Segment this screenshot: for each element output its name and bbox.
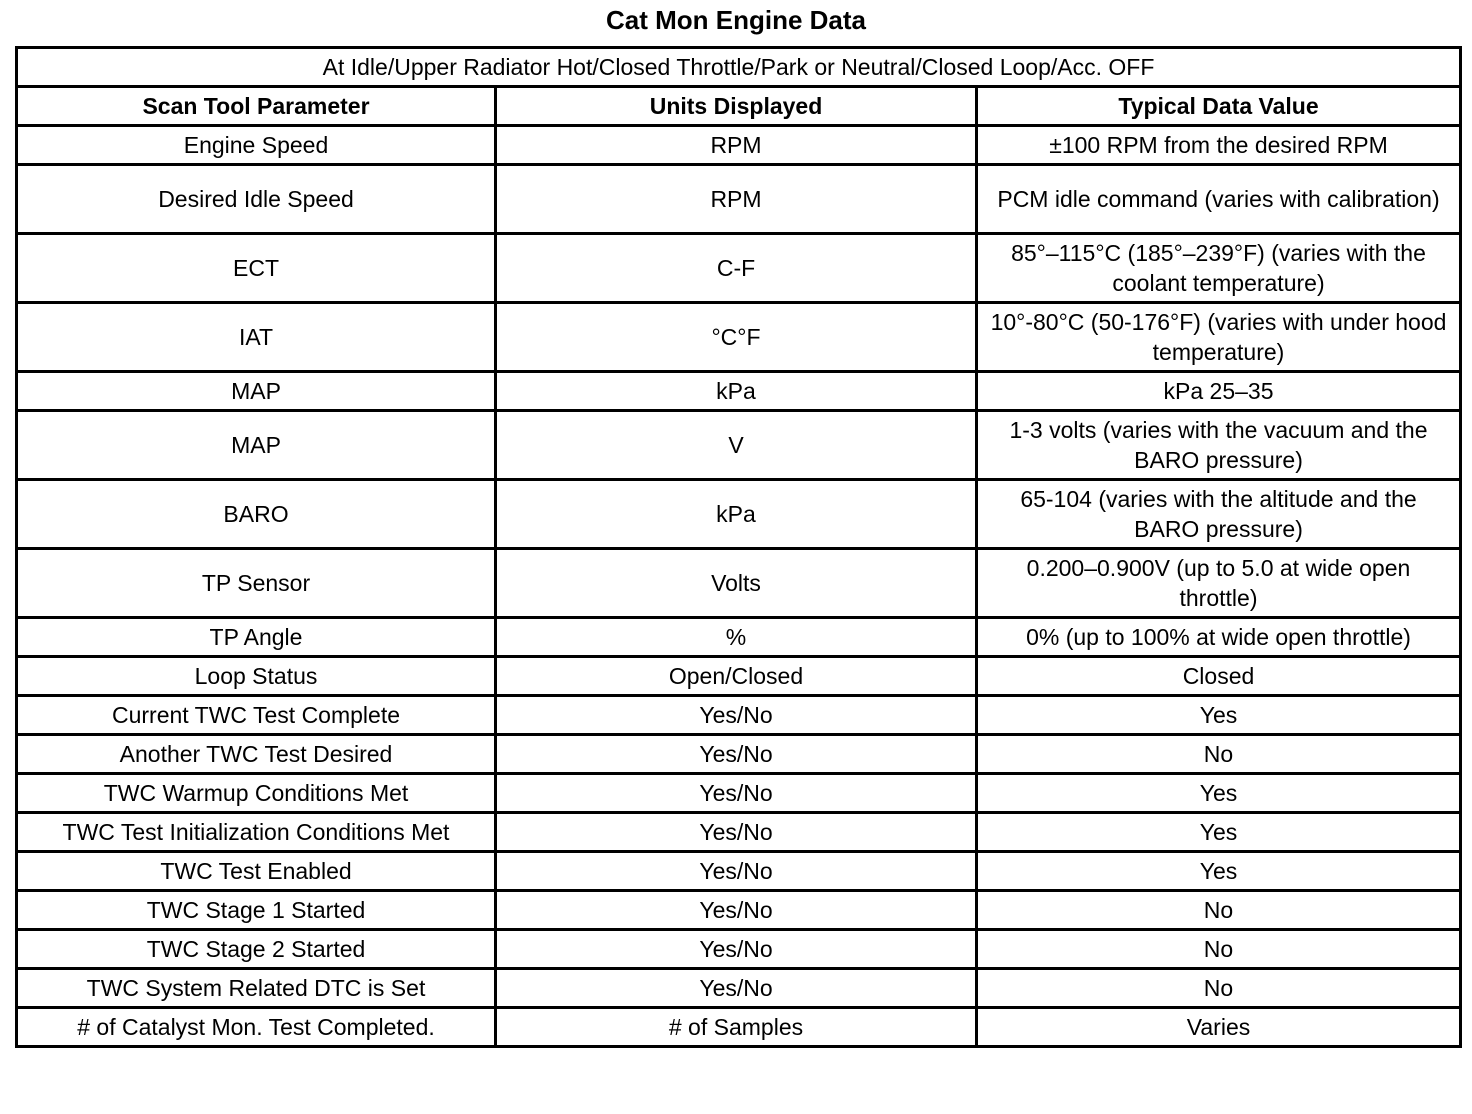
parameter-cell: BARO: [17, 480, 496, 549]
typical-cell: 1-3 volts (varies with the vacuum and the BARO pressure): [977, 411, 1461, 480]
units-cell: °C°F: [496, 303, 977, 372]
typical-cell: 0.200–0.900V (up to 5.0 at wide open throttle): [977, 549, 1461, 618]
parameter-cell: TWC Stage 1 Started: [17, 891, 496, 930]
units-cell: Yes/No: [496, 735, 977, 774]
units-cell: Yes/No: [496, 813, 977, 852]
typical-cell: Yes: [977, 813, 1461, 852]
engine-data-table: [15, 46, 1462, 1048]
typical-cell: Yes: [977, 852, 1461, 891]
units-cell: Yes/No: [496, 852, 977, 891]
units-cell: Yes/No: [496, 774, 977, 813]
parameter-cell: TWC Stage 2 Started: [17, 930, 496, 969]
table-row: [17, 657, 1461, 696]
typical-cell: 0% (up to 100% at wide open throttle): [977, 618, 1461, 657]
table-row: [17, 696, 1461, 735]
typical-cell: 10°-80°C (50-176°F) (varies with under hood temperature): [977, 303, 1461, 372]
typical-cell: kPa 25–35: [977, 372, 1461, 411]
units-cell: RPM: [496, 126, 977, 165]
parameter-cell: Current TWC Test Complete: [17, 696, 496, 735]
units-cell: Yes/No: [496, 969, 977, 1008]
typical-cell: No: [977, 735, 1461, 774]
table-row: [17, 813, 1461, 852]
table-row: [17, 930, 1461, 969]
typical-cell: Yes: [977, 774, 1461, 813]
header-units: Units Displayed: [496, 87, 977, 126]
typical-cell: 65-104 (varies with the altitude and the BARO pressure): [977, 480, 1461, 549]
parameter-cell: IAT: [17, 303, 496, 372]
parameter-cell: # of Catalyst Mon. Test Completed.: [17, 1008, 496, 1047]
conditions-cell: At Idle/Upper Radiator Hot/Closed Throttle/Park or Neutral/Closed Loop/Acc. OFF: [17, 48, 1461, 87]
table-row: [17, 969, 1461, 1008]
units-cell: Open/Closed: [496, 657, 977, 696]
table-row: [17, 852, 1461, 891]
parameter-cell: Engine Speed: [17, 126, 496, 165]
typical-cell: 85°–115°C (185°–239°F) (varies with the coolant temperature): [977, 234, 1461, 303]
typical-cell: Yes: [977, 696, 1461, 735]
table-row: [17, 234, 1461, 303]
parameter-cell: MAP: [17, 372, 496, 411]
parameter-cell: TWC Test Enabled: [17, 852, 496, 891]
table-row: [17, 303, 1461, 372]
table-row: [17, 411, 1461, 480]
page-title: Cat Mon Engine Data: [605, 5, 866, 35]
table-row: [17, 1008, 1461, 1047]
header-parameter: Scan Tool Parameter: [17, 87, 496, 126]
typical-cell: No: [977, 969, 1461, 1008]
units-cell: kPa: [496, 372, 977, 411]
table-row: [17, 165, 1461, 234]
table-row: [17, 618, 1461, 657]
typical-cell: No: [977, 891, 1461, 930]
units-cell: Yes/No: [496, 891, 977, 930]
parameter-cell: TP Angle: [17, 618, 496, 657]
header-row: [17, 87, 1461, 126]
header-typical: Typical Data Value: [977, 87, 1461, 126]
table-row: [17, 480, 1461, 549]
units-cell: C-F: [496, 234, 977, 303]
table-row: [17, 774, 1461, 813]
parameter-cell: TWC Test Initialization Conditions Met: [17, 813, 496, 852]
typical-cell: Closed: [977, 657, 1461, 696]
parameter-cell: Another TWC Test Desired: [17, 735, 496, 774]
parameter-cell: TP Sensor: [17, 549, 496, 618]
units-cell: Volts: [496, 549, 977, 618]
parameter-cell: MAP: [17, 411, 496, 480]
table-row: [17, 549, 1461, 618]
typical-cell: Varies: [977, 1008, 1461, 1047]
parameter-cell: Desired Idle Speed: [17, 165, 496, 234]
typical-cell: ±100 RPM from the desired RPM: [977, 126, 1461, 165]
units-cell: Yes/No: [496, 930, 977, 969]
units-cell: V: [496, 411, 977, 480]
parameter-cell: ECT: [17, 234, 496, 303]
table-row: [17, 735, 1461, 774]
table-row: [17, 126, 1461, 165]
units-cell: %: [496, 618, 977, 657]
parameter-cell: TWC System Related DTC is Set: [17, 969, 496, 1008]
table-row: [17, 372, 1461, 411]
parameter-cell: TWC Warmup Conditions Met: [17, 774, 496, 813]
typical-cell: No: [977, 930, 1461, 969]
units-cell: RPM: [496, 165, 977, 234]
parameter-cell: Loop Status: [17, 657, 496, 696]
units-cell: kPa: [496, 480, 977, 549]
table-row: [17, 891, 1461, 930]
units-cell: # of Samples: [496, 1008, 977, 1047]
typical-cell: PCM idle command (varies with calibration): [977, 165, 1461, 234]
units-cell: Yes/No: [496, 696, 977, 735]
conditions-row: [17, 48, 1461, 87]
